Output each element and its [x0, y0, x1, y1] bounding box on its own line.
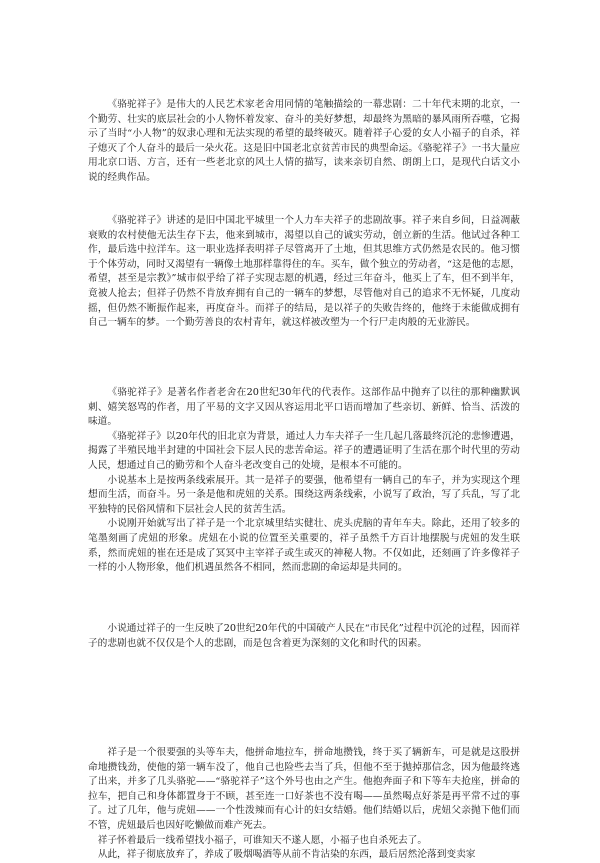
- paragraph: 小说通过祥子的一生反映了20世纪20年代的中国破产人民在“市民化”过程中沉沦的过程，因而祥子的悲剧也就不仅仅是个人的悲剧，而是包含着更为深刻的文化和时代的因素。: [88, 623, 520, 650]
- paragraph: 从此，祥子彻底放弃了，养成了吸烟喝酒等从前不肯沾染的东西，最后居然沦落到变卖家: [97, 849, 476, 861]
- paragraph: 《骆驼祥子》是著名作者老舍在20世纪30年代的代表作。这部作品中抛弃了以往的那种幽默讽刺、嬉笑怒骂的作者，用了平易的文字又因从容运用北平口语而增加了些亲切、新鲜、恰当、活泼的味道。: [88, 387, 520, 428]
- paragraph: 《骆驼祥子》讲述的是旧中国北平城里一个人力车夫祥子的悲剧故事。祥子来自乡间，日益凋蔽衰败的农村使他无法生存下去，他来到城市，渴望以自己的诚实劳动，创立新的生活。他试过各种工作，最后选中拉洋车。这一职业选择表明祥子尽管离开了土地，但其思维方式仍然是农民的。他习惯于个体劳动，同时又渴望有一辆像土地那样靠得住的车。买车，做个独立的劳动者，“这是他的志愿，希望，甚至是宗教》”城市似乎给了祥子实现志愿的机遇，经过三年奋斗，他买上了车，但不到半年，竟被人抢去；但祥子仍然不肯放弃拥有自己的一辆车的梦想，尽管他对自己的追求不无怀疑，几度动摇，但仍然不断振作起来，再度奋斗。而祥子的结局，是以祥子的失败告终的，他终于未能做成拥有自己一辆车的梦。一个勤劳善良的农村青年，就这样被改塑为一个行尸走肉般的无业游民。: [88, 215, 520, 329]
- paragraph: 《骆驼祥子》是伟大的人民艺术家老舍用同情的笔触描绘的一幕悲剧：二十年代末期的北京，一个勤劳、壮实的底层社会的小人物怀着发家、奋斗的美好梦想，却最终为黑暗的暴风雨所吞噬，它揭示了当时“小人物”的奴隶心理和无法实现的希望的最终破灭。随着祥子心爱的女人小福子的自杀，祥子熄灭了个人奋斗的最后一朵火花。这是旧中国老北京贫苦市民的典型命运。《骆驼祥子》一书大量应用北京口语、方言，还有一些老北京的风土人情的描写，读来亲切自然、朗朗上口，是现代白话文小说的经典作品。: [88, 99, 520, 183]
- paragraph: 《骆驼祥子》以20年代的旧北京为背景，通过人力车夫祥子一生几起几落最终沉沦的悲惨遭遇，揭露了半殖民地半封建的中国社会下层人民的悲苦命运。祥子的遭遇证明了生活在那个时代里的劳动人民，想通过自己的勤劳和个人奋斗老改变自己的处境，是根本不可能的。: [88, 430, 520, 471]
- section-plot-summary: [88, 214, 520, 331]
- paragraph: 祥子怀着最后一线希望找小福子，可谁知天不遂人愿，小福子也自杀死去了。: [97, 834, 428, 846]
- section-conclusion: [88, 621, 520, 651]
- section-intro: [88, 98, 520, 186]
- section-character: [88, 746, 520, 863]
- paragraph: 小说基本上是按两条线索展开。其一是祥子的要强，他希望有一辆自己的车子，并为实现这个理想而生活，而奋斗。另一条是他和虎妞的关系。围绕这两条线索，小说写了政治，写了兵乱，写了北平独特的民俗风情和下层社会人民的贫苦生活。: [88, 474, 520, 515]
- section-analysis: [88, 386, 520, 576]
- paragraph: 祥子是一个很要强的头等车夫，他拼命地拉车，拼命地攒钱，终于买了辆新车，可是就是这股拼命地攒钱劲，使他的第一辆车没了，他自己也险些去当了兵，但他不至于抛掉那信念，因为他最终逃了出来，并多了几头骆驼——“骆驼祥子”这个外号也由之产生。他抱奔面子和下等车夫抢座，拼命的拉车，把自己和身体都置身于不顾，甚至连一口好茶也不没有喝——虽然喝点好茶是再平常不过的事了。过了几年，他与虎妞——一个性泼辣而有心计的妇女结婚。他们结婚以后，虎妞父亲抛下他们而不管，虎妞最后也因好吃懒做而难产死去。: [88, 747, 520, 831]
- paragraph: 小说刚开始就写出了祥子是一个北京城里结实健壮、虎头虎脑的青年车夫。除此，还用了较多的笔墨刻画了虎妞的形象。虎妞在小说的位置至关重要的，祥子虽然千方百计地摆脱与虎妞的发生联系，然而虎妞的崔在还是成了冥冥中主宰祥子或生或灭的神秘人物。不仅如此，还刻画了许多像祥子一样的小人物形象，他们机遇虽然各不相同，然而悲剧的命运却是共同的。: [88, 518, 520, 574]
